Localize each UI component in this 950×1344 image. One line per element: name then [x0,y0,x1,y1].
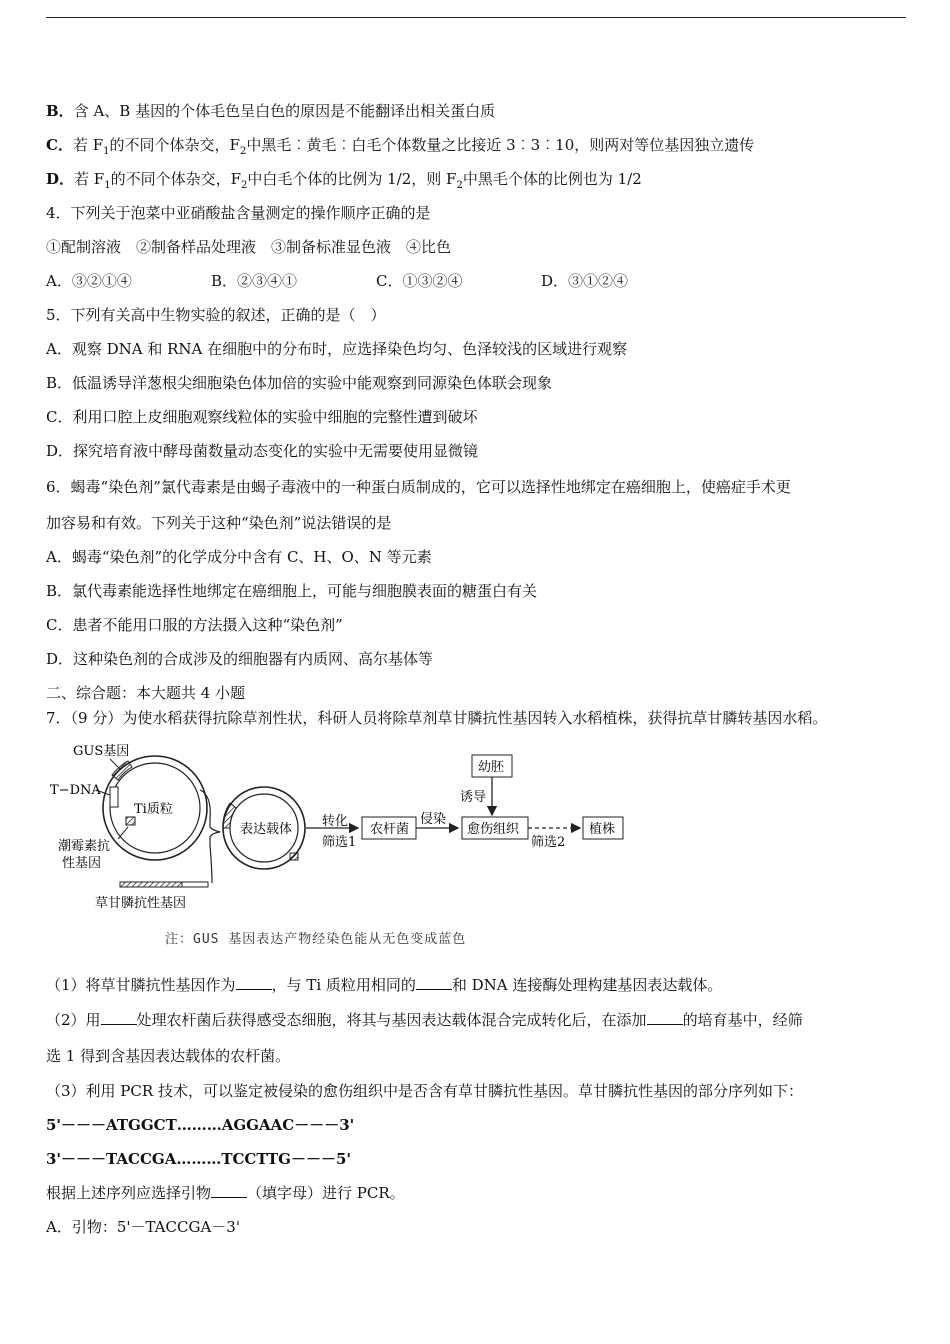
label-callus: 愈伤组织 [467,822,520,837]
q7-part3-question: 根据上述序列应选择引物 （填字母）进行 PCR。 [46,1184,405,1202]
label-screen2: 筛选2 [531,835,566,850]
label-screen1: 筛选1 [322,835,357,850]
label-glyphosate-gene: 草甘膦抗性基因 [95,896,187,911]
q7-option-a: A．引物：5'－TACCGA－3' [46,1218,240,1236]
answer-blank[interactable] [236,975,272,990]
q4-option-b: B．②③④① [211,272,298,290]
label-tdna: T−DNA [50,783,101,798]
vector-gene-segment [223,803,236,828]
q5-option-c: C．利用口腔上皮细胞观察线粒体的实验中细胞的完整性遭到破坏 [46,408,478,426]
label-plant: 植株 [589,822,616,837]
glyphosate-gene-hatched [120,882,182,887]
q4-option-d: D．③①②④ [541,272,629,290]
label-gus-gene: GUS基因 [73,744,130,759]
q5-option-b: B．低温诱导洋葱根尖细胞染色体加倍的实验中能观察到同源染色体联会现象 [46,374,553,392]
q7-part1: （1）将草甘膦抗性基因作为 ，与 Ti 质粒用相同的 和 DNA 连接酶处理构建基因表达载体。 [46,976,723,994]
label-induce: 诱导 [460,790,487,805]
vector-marker-segment [290,853,298,860]
label-infect: 侵染 [420,812,447,827]
q6-option-b: B．氯代毒素能选择性地绑定在癌细胞上，可能与细胞膜表面的糖蛋白有关 [46,582,538,600]
tdna-segment [110,787,118,807]
hyg-gene-segment [126,817,135,825]
answer-blank[interactable] [416,975,452,990]
label-transform: 转化 [322,814,349,829]
q6-option-a: A．蝎毒“染色剂”的化学成分中含有 C、H、O、N 等元素 [46,548,432,566]
label-hyg-line1: 潮霉素抗 [58,839,111,854]
answer-blank[interactable] [101,1010,137,1025]
answer-blank[interactable] [211,1183,247,1198]
gene-transfer-diagram [40,735,640,925]
q7-stem: 7．（9 分）为使水稻获得抗除草剂性状，科研人员将除草剂草甘膦抗性基因转入水稻植株，获得抗草甘膦转基因水稻。 [46,709,828,727]
q7-part2-cont: 选 1 得到含基因表达载体的农杆菌。 [46,1047,291,1065]
q3-option-d: D．若 $F_1$的不同个体杂交，$F_2$中白毛个体的比例为 1/2，则 $F_2$中黑毛个体的比例也为 1/2 [46,170,642,191]
bracket-top [200,790,220,832]
label-expression-vector: 表达载体 [240,822,293,837]
leader-hyg [118,827,128,839]
label-agrobacterium: 农杆菌 [370,822,410,837]
q6-option-c: C．患者不能用口服的方法摄入这种“染色剂” [46,616,343,634]
dna-sequence-bottom: 3'－－－TACCGA………TCCTTG－－－5' [46,1150,352,1168]
section-heading: 二、综合题：本大题共 4 小题 [46,684,246,702]
header-rule [46,17,906,18]
bracket-bottom [210,832,220,883]
label-ti-plasmid: Ti质粒 [134,802,173,817]
q6-option-d: D．这种染色剂的合成涉及的细胞器有内质网、高尔基体等 [46,650,434,668]
q4-options [46,271,706,291]
label-embryo: 幼胚 [478,760,505,775]
q3-option-c: C．若 $F_1$的不同个体杂交，$F_2$中黑毛︰黄毛︰白毛个体数量之比接近 3︰3︰10，则两对等位基因独立遗传 [46,136,755,157]
q7-part2: （2）用 处理农杆菌后获得感受态细胞，将其与基因表达载体混合完成转化后，在添加 的培育基中，经筛 [46,1011,803,1029]
q7-part3: （3）利用 PCR 技术，可以鉴定被侵染的愈伤组织中是否含有草甘膦抗性基因。草甘膦抗性基因的部分序列如下： [46,1082,803,1100]
q6-stem-line1: 6．蝎毒“染色剂”氯代毒素是由蝎子毒液中的一种蛋白质制成的，它可以选择性地绑定在癌细胞上，使癌症手术更 [46,478,791,496]
glyphosate-gene-plain [182,882,208,887]
q4-stem: 4．下列关于泡菜中亚硝酸盐含量测定的操作顺序正确的是 [46,204,431,222]
figure-note: 注：GUS 基因表达产物经染色能从无色变成蓝色 [165,932,467,947]
leader-gus [110,759,120,769]
q5-option-a: A．观察 DNA 和 RNA 在细胞中的分布时，应选择染色均匀、色泽较浅的区域进行观察 [46,340,628,358]
label-hyg-line2: 性基因 [62,856,102,871]
q5-stem: 5．下列有关高中生物实验的叙述，正确的是（ ） [46,306,386,324]
q4-steps: ①配制溶液 ②制备样品处理液 ③制备标准显色液 ④比色 [46,238,452,256]
answer-blank[interactable] [647,1010,683,1025]
q6-stem-line2: 加容易和有效。下列关于这种“染色剂”说法错误的是 [46,514,392,532]
q4-option-c: C．①③②④ [376,272,463,290]
q4-option-a: A．③②①④ [46,272,132,290]
q3-option-b: B．含 A、B 基因的个体毛色呈白色的原因是不能翻译出相关蛋白质 [46,102,496,120]
dna-sequence-top: 5'－－－ATGGCT………AGGAAC－－－3' [46,1116,355,1134]
q5-option-d: D．探究培育液中酵母菌数量动态变化的实验中无需要使用显微镜 [46,442,479,460]
